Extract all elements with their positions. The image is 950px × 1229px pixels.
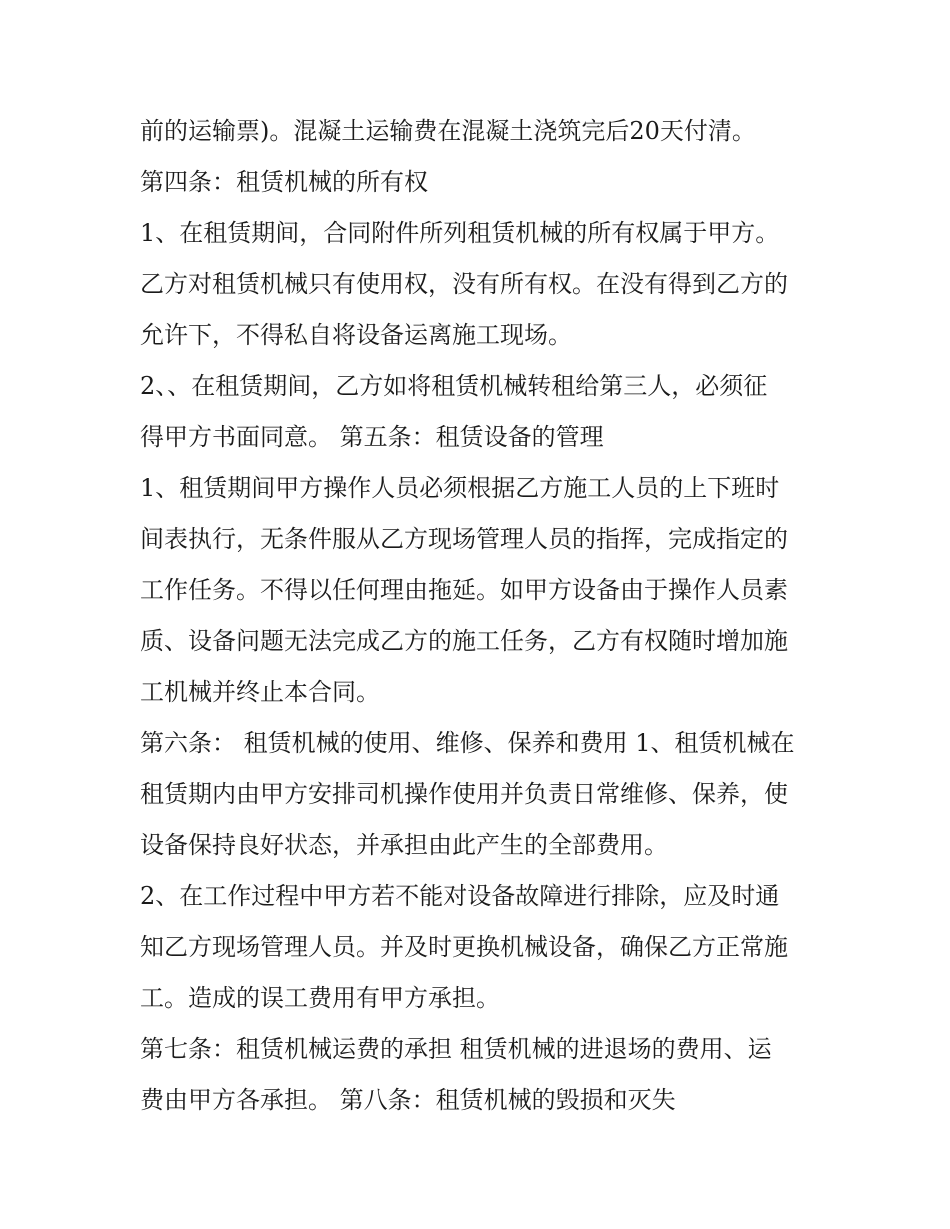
text-line: 工机械并终止本合同。 [140,678,380,706]
text-line: 第六条： 租赁机械的使用、维修、保养和费用 1、租赁机械在 [140,729,795,757]
text-line: 2、在工作过程中甲方若不能对设备故障进行排除，应及时通 [140,882,780,910]
text-line: 乙方对租赁机械只有使用权，没有所有权。在没有得到乙方的 [140,270,788,298]
text-line: 前的运输票)。混凝土运输费在混凝土浇筑完后20天付清。 [140,117,756,145]
text-line: 得甲方书面同意。 第五条：租赁设备的管理 [140,423,604,451]
text-line: 租赁期内由甲方安排司机操作使用并负责日常维修、保养，使 [140,780,788,808]
text-line: 费由甲方各承担。 第八条：租赁机械的毁损和灭失 [140,1086,676,1114]
text-line: 2、、在租赁期间，乙方如将租赁机械转租给第三人，必须征 [140,372,768,400]
contract-text [140,106,820,1126]
text-line: 间表执行，无条件服从乙方现场管理人员的指挥，完成指定的 [140,525,788,553]
text-line: 知乙方现场管理人员。并及时更换机械设备，确保乙方正常施 [140,933,788,961]
text-line: 工。造成的误工费用有甲方承担。 [140,984,500,1012]
text-line: 第七条：租赁机械运费的承担 租赁机械的进退场的费用、运 [140,1035,772,1063]
text-line: 质、设备问题无法完成乙方的施工任务，乙方有权随时增加施 [140,627,788,655]
text-line: 设备保持良好状态，并承担由此产生的全部费用。 [140,831,668,859]
text-line: 第四条：租赁机械的所有权 [140,168,428,196]
text-line: 工作任务。不得以任何理由拖延。如甲方设备由于操作人员素 [140,576,788,604]
text-line: 1、租赁期间甲方操作人员必须根据乙方施工人员的上下班时 [140,474,780,502]
text-line: 允许下，不得私自将设备运离施工现场。 [140,321,572,349]
text-line: 1、在租赁期间，合同附件所列租赁机械的所有权属于甲方。 [140,219,780,247]
